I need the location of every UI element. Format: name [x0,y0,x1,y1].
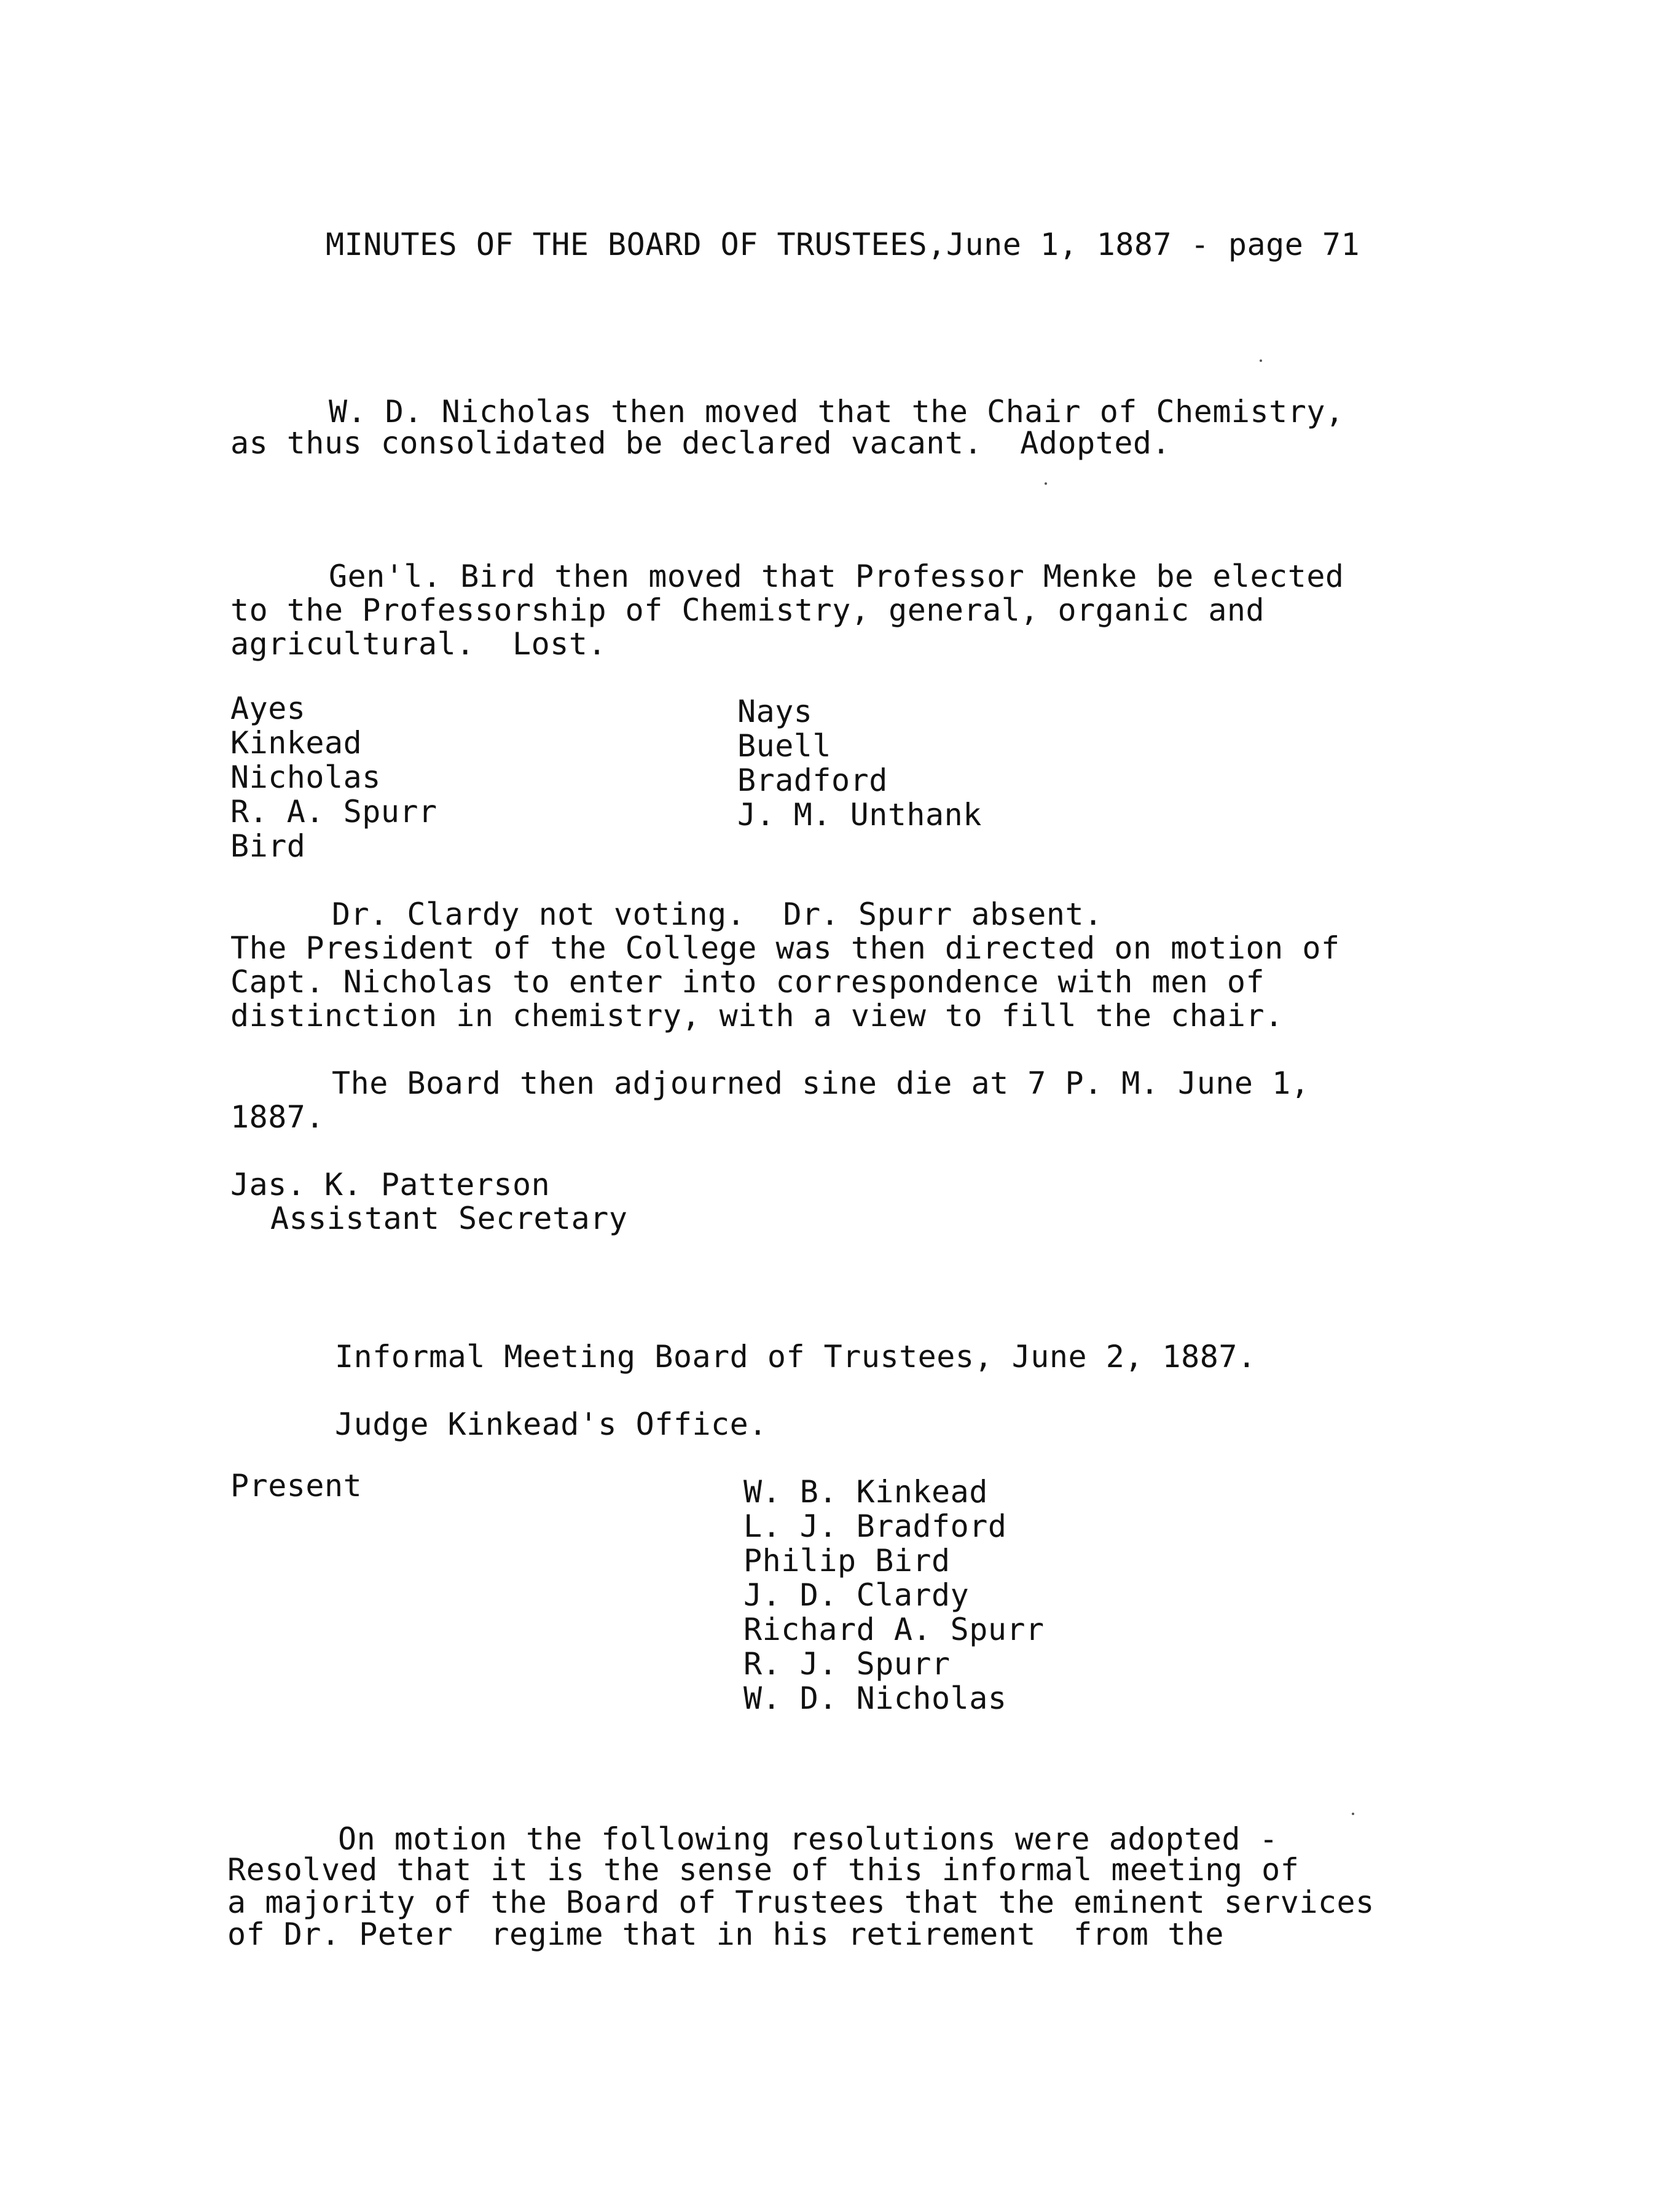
present-item: Philip Bird [743,1543,951,1579]
paragraph-3-line-3: Capt. Nicholas to enter into correspondence with men of [230,964,1265,1000]
paragraph-2-line-1: Gen'l. Bird then moved that Professor Menke be elected [329,559,1344,594]
paragraph-2-line-3: agricultural. Lost. [230,626,607,662]
paragraph-3-line-2: The President of the College was then directed on motion of [230,930,1340,966]
informal-meeting-location: Judge Kinkead's Office. [335,1406,767,1442]
paragraph-1-line-2: as thus consolidated be declared vacant. Adopted. [230,425,1171,461]
paragraph-4-line-1: The Board then adjourned sine die at 7 P. M. June 1, [332,1065,1310,1101]
present-list [743,1475,1045,1716]
ayes-item: R. A. Spurr [230,794,437,830]
ayes-header: Ayes [230,691,306,726]
paragraph-3-line-4: distinction in chemistry, with a view to fill the chair. [230,998,1284,1033]
nays-item: Buell [737,728,832,764]
ayes-item: Bird [230,828,306,864]
present-item: J. D. Clardy [743,1577,970,1613]
present-item: Richard A. Spurr [743,1612,1045,1647]
present-item: L. J. Bradford [743,1508,1007,1544]
nays-column [737,694,982,832]
scan-speck [1045,482,1047,485]
present-item: W. B. Kinkead [743,1474,988,1510]
signature-title: Assistant Secretary [270,1201,628,1236]
ayes-column [230,691,437,863]
paragraph-1-line-1: W. D. Nicholas then moved that the Chair of Chemistry, [329,394,1344,429]
signature-name: Jas. K. Patterson [230,1167,551,1202]
scan-speck [1352,1813,1354,1815]
ayes-item: Kinkead [230,725,363,761]
paragraph-5-line-4: of Dr. Peter regime that in his retirement from the [227,1916,1224,1952]
nays-header: Nays [737,694,813,729]
informal-meeting-title: Informal Meeting Board of Trustees, June 2, 1887. [335,1339,1257,1375]
page-header: MINUTES OF THE BOARD OF TRUSTEES,June 1, 1887 - page 71 [326,227,1360,262]
paragraph-4-line-2: 1887. [230,1099,325,1135]
present-item: R. J. Spurr [743,1646,951,1682]
nays-item: Bradford [737,763,888,798]
scan-speck [1260,359,1262,362]
paragraph-2-line-2: to the Professorship of Chemistry, general, organic and [230,592,1265,628]
paragraph-5-line-2: Resolved that it is the sense of this informal meeting of [227,1852,1300,1888]
paragraph-5-line-1: On motion the following resolutions were adopted - [338,1821,1279,1857]
paragraph-5-line-3: a majority of the Board of Trustees that the eminent services [227,1885,1375,1920]
present-item: W. D. Nicholas [743,1681,1007,1716]
nays-item: J. M. Unthank [737,797,982,833]
ayes-item: Nicholas [230,759,381,795]
paragraph-3-line-1: Dr. Clardy not voting. Dr. Spurr absent. [332,896,1103,932]
present-label: Present [230,1468,363,1504]
